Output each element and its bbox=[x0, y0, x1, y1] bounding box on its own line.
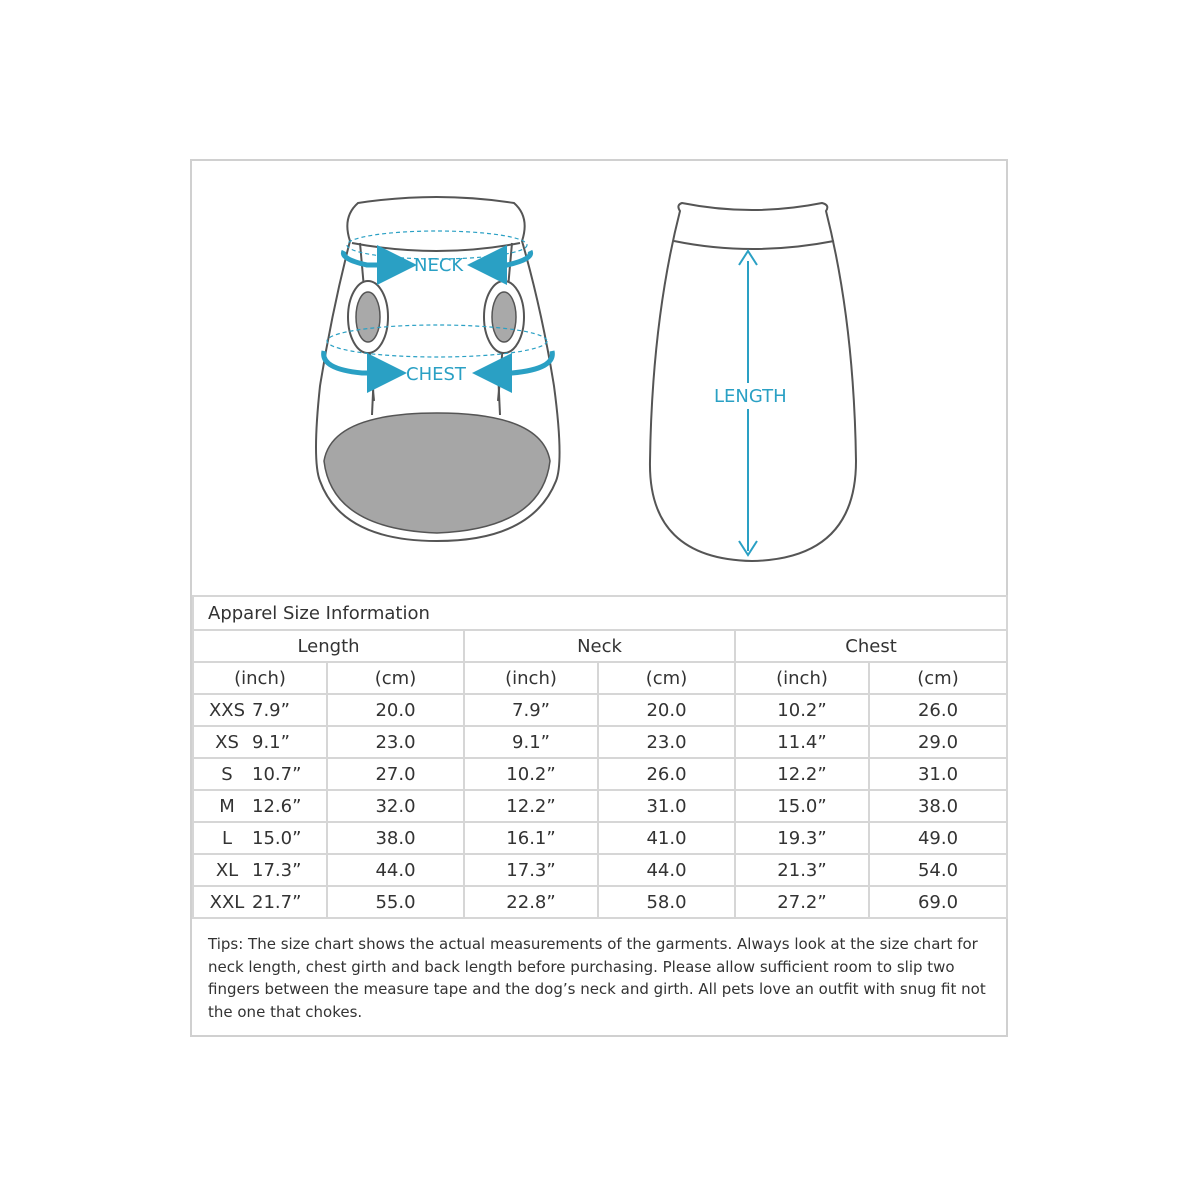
length-cm: 20.0 bbox=[327, 694, 464, 726]
sizing-tips: Tips: The size chart shows the actual measurements of the garments. Always look at the size chart for neck length, chest girth and back length before purchasing. Please allow sufficient room to slip two fingers between the measure tape and the dog’s neck and girth. All pets love an outfit with snug fit not the one that chokes. bbox=[208, 935, 986, 1021]
table-row bbox=[193, 854, 1007, 886]
chest-inch: 19.3” bbox=[735, 822, 869, 854]
table-row bbox=[193, 822, 1007, 854]
table-row bbox=[193, 758, 1007, 790]
chest-cm: 54.0 bbox=[869, 854, 1007, 886]
chest-cm: 29.0 bbox=[869, 726, 1007, 758]
size-label: S bbox=[221, 763, 233, 785]
neck-inch: 12.2” bbox=[464, 790, 598, 822]
neck-inch: 9.1” bbox=[464, 726, 598, 758]
neck-inch: 7.9” bbox=[464, 694, 598, 726]
table-row bbox=[193, 694, 1007, 726]
chest-inch: 15.0” bbox=[735, 790, 869, 822]
chest-cm: 38.0 bbox=[869, 790, 1007, 822]
chest-inch: 21.3” bbox=[735, 854, 869, 886]
neck-inch: 10.2” bbox=[464, 758, 598, 790]
length-cm: 32.0 bbox=[327, 790, 464, 822]
size-table bbox=[192, 595, 1008, 919]
length-inch: 7.9” bbox=[252, 699, 290, 721]
chest-cm: 31.0 bbox=[869, 758, 1007, 790]
unit-header: (cm) bbox=[327, 662, 464, 694]
length-cm: 27.0 bbox=[327, 758, 464, 790]
neck-inch: 16.1” bbox=[464, 822, 598, 854]
neck-cm: 20.0 bbox=[598, 694, 735, 726]
unit-header: (cm) bbox=[869, 662, 1007, 694]
unit-header-row bbox=[193, 662, 1007, 694]
neck-cm: 41.0 bbox=[598, 822, 735, 854]
size-label: XXL bbox=[209, 891, 245, 913]
neck-cm: 26.0 bbox=[598, 758, 735, 790]
neck-cm: 31.0 bbox=[598, 790, 735, 822]
length-cm: 23.0 bbox=[327, 726, 464, 758]
neck-inch: 17.3” bbox=[464, 854, 598, 886]
chest-inch: 12.2” bbox=[735, 758, 869, 790]
chest-inch: 27.2” bbox=[735, 886, 869, 918]
garment-back-view bbox=[650, 203, 856, 561]
group-neck: Neck bbox=[464, 630, 735, 662]
chest-label: CHEST bbox=[406, 364, 466, 385]
size-label: XL bbox=[215, 859, 239, 881]
chest-cm: 49.0 bbox=[869, 822, 1007, 854]
chest-cm: 69.0 bbox=[869, 886, 1007, 918]
size-chart-frame bbox=[190, 159, 1008, 1037]
neck-cm: 44.0 bbox=[598, 854, 735, 886]
length-inch: 15.0” bbox=[252, 827, 302, 849]
garment-front-view bbox=[316, 197, 560, 541]
length-cm: 38.0 bbox=[327, 822, 464, 854]
length-label: LENGTH bbox=[714, 386, 787, 407]
length-inch: 21.7” bbox=[252, 891, 302, 913]
group-chest: Chest bbox=[735, 630, 1007, 662]
neck-cm: 58.0 bbox=[598, 886, 735, 918]
group-length: Length bbox=[193, 630, 464, 662]
neck-cm: 23.0 bbox=[598, 726, 735, 758]
length-inch: 9.1” bbox=[252, 731, 290, 753]
table-row bbox=[193, 726, 1007, 758]
neck-inch: 22.8” bbox=[464, 886, 598, 918]
group-header-row bbox=[193, 630, 1007, 662]
unit-header: (inch) bbox=[464, 662, 598, 694]
table-row bbox=[193, 790, 1007, 822]
size-label: XXS bbox=[208, 699, 246, 721]
length-inch: 12.6” bbox=[252, 795, 302, 817]
size-label: XS bbox=[215, 731, 239, 753]
back-garment-outline bbox=[650, 203, 856, 561]
length-inch: 17.3” bbox=[252, 859, 302, 881]
unit-header: (inch) bbox=[193, 662, 327, 694]
length-cm: 44.0 bbox=[327, 854, 464, 886]
table-row bbox=[193, 886, 1007, 918]
chest-inch: 11.4” bbox=[735, 726, 869, 758]
unit-header: (inch) bbox=[735, 662, 869, 694]
garment-measurement-diagram bbox=[192, 161, 1006, 595]
table-title: Apparel Size Information bbox=[193, 596, 1007, 630]
chest-inch: 10.2” bbox=[735, 694, 869, 726]
neck-label: NECK bbox=[414, 255, 464, 276]
length-inch: 10.7” bbox=[252, 763, 302, 785]
length-cm: 55.0 bbox=[327, 886, 464, 918]
size-label: L bbox=[221, 827, 233, 849]
size-label: M bbox=[219, 795, 235, 817]
unit-header: (cm) bbox=[598, 662, 735, 694]
chest-cm: 26.0 bbox=[869, 694, 1007, 726]
